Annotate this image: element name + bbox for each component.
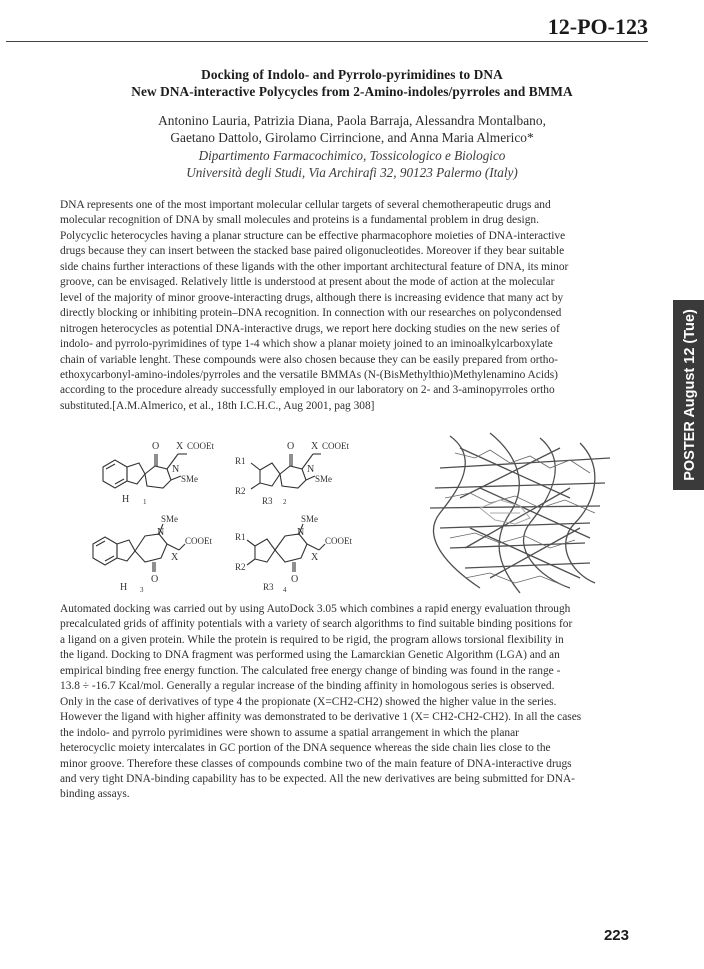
s4-n: N [297,527,305,538]
text-line: drugs because they can insert between the stacked base paired oligonucleotides. Moreover if they bear suitable [60,245,565,258]
abstract-paragraph-2 [60,602,621,803]
text-line: 13.8 ÷ -16.7 Kcal/mol. Generally a regular increase of the binding affinity in homologous series is observed. [60,680,555,693]
affiliation-line-2: Università degli Studi, Via Archirafi 32, 90123 Palermo (Italy) [186,165,518,180]
page-number: 223 [603,927,629,944]
text-line: minor groove. Therefore these classes of compounds combine two of the main feature of DNA-interactive drugs [60,757,572,770]
abstract-paragraph-1 [60,198,621,414]
s3-x: X [171,552,179,563]
s3-h: H [120,582,128,593]
s3-number: 3 [140,586,144,594]
text-line: Polycyclic heterocycles having a planar structure can be effective pharmacophore moieties of DNA-interactive [60,229,566,242]
text-line: precalculated grids of affinity potentials with a variety of search algorithms to find suitable binding positions for [60,618,573,631]
text-line: heterocyclic moiety intercalates in GC portion of the DNA sequence whereas the side chain lies close to the [60,742,551,755]
s1-number: 1 [143,498,147,506]
s3-n: N [157,527,165,538]
s4-r2: R2 [235,562,246,572]
s4-sme: SMe [301,514,319,524]
text-line: ethoxycarbonyl-amino-indoles/pyrroles and the versatile BMMAs (N-(BisMethylthio)Methylenamino Acids) [60,368,558,381]
text-line: molecular recognition of DNA by small molecules and proteins is a fundamental problem in drug design. [60,214,539,227]
structure-4-drawing [247,524,325,572]
text-line: the ligand. Docking to DNA fragment was performed using the Lamarckian Genetic Algorithm (LGA) and an [60,649,560,662]
poster-date-tab [673,300,704,490]
text-line: nitrogen heterocycles as potential DNA-interactive drugs, we report here docking studies on the new series of [60,322,560,335]
text-line: However the ligand with higher affinity was demonstrated to be derivative 1 (X= CH2-CH2-CH2). In all the cases [60,711,582,724]
s1-ester: COOEt [187,441,214,451]
s3-oxygen: O [151,574,159,585]
poster-code: 12-PO-123 [547,14,648,39]
title-line-1: Docking of Indolo- and Pyrrolo-pyrimidines to DNA [201,67,503,82]
s2-number: 2 [283,498,287,506]
text-line: and very tight DNA-binding capability has to be expected. All the new derivatives are being submitted for DNA- [60,772,575,785]
text-line: chain of variable lenght. These compounds were also chosen because they can be easily prepared from ortho- [60,353,558,366]
s1-n: N [172,464,180,475]
s2-r3: R3 [262,496,273,506]
s1-h: H [122,494,130,505]
s4-number: 4 [283,586,287,594]
s4-oxygen: O [291,574,299,585]
text-line: the indolo- and pyrrolo pyrimidines were shown to assume a spatial arrangement in which the planar [60,726,519,739]
authors-line-2: Gaetano Dattolo, Girolamo Cirrincione, and Anna Maria Almerico* [170,130,534,145]
text-line: level of the majority of minor groove-interacting drugs, although there is increasing evidence that many act by [60,291,564,304]
header-rule [6,41,648,42]
text-line: indolo- and pyrrolo-pyrimidines of type 1-4 which show a planar moiety joined to an iminoalkylcarboxylate [60,338,553,351]
s2-x: X [311,441,319,452]
structure-3-drawing [93,524,185,572]
s2-r1: R1 [235,456,246,466]
s2-r2: R2 [235,486,246,496]
text-line: side chains further interactions of these ligands with the other important architectural feature of DNA, its minor [60,260,569,273]
s4-x: X [311,552,319,563]
s3-sme: SMe [161,514,179,524]
s1-x: X [176,441,184,452]
s4-r3: R3 [263,582,274,592]
text-line: DNA represents one of the most important molecular cellular targets of several chemotherapeutic drugs and [60,199,551,211]
text-line: groove, can be envisaged. Relatively little is understood at present about the mode of action at the molecular [60,276,555,289]
s2-sme: SMe [315,474,333,484]
s2-n: N [307,464,315,475]
s1-oxygen: O [152,441,160,452]
text-line: Only in the case of derivatives of type 4 the propionate (X=CH2-CH2) showed the higher value in the series. [60,695,557,708]
dna-docking-model-image [420,428,632,598]
s2-ester: COOEt [322,441,349,451]
s2-oxygen: O [287,441,295,452]
chemical-structures [75,432,440,600]
text-line: binding assays. [60,788,130,801]
text-line: empirical binding free energy function. The calculated free energy change of binding was found in the range - [60,664,561,677]
text-line: Automated docking was carried out by using AutoDock 3.05 which combines a rapid energy evaluation through [60,603,571,615]
title-line-2: New DNA-interactive Polycycles from 2-Amino-indoles/pyrroles and BMMA [131,84,573,99]
affiliation-line-1: Dipartimento Farmacochimico, Tossicologico e Biologico [198,148,506,163]
text-line: a ligand on a given protein. While the protein is required to be rigid, the program allows torsional flexibility in [60,633,564,646]
s1-sme: SMe [181,474,199,484]
text-line: directly blocking or inhibiting protein–DNA recognition. In connection with our researches on polycondensed [60,307,562,320]
text-line: substituted.[A.M.Almerico, et al., 18th I.C.H.C., Aug 2001, pag 308] [60,399,375,412]
text-line: according to the procedure already successfully employed in our laboratory on 2- and 3-aminopyrroles ortho [60,384,555,397]
s3-ester: COOEt [185,536,212,546]
s4-ester: COOEt [325,536,352,546]
s4-r1: R1 [235,532,246,542]
authors-line-1: Antonino Lauria, Patrizia Diana, Paola Barraja, Alessandra Montalbano, [158,113,546,128]
poster-date-label: POSTER August 12 (Tue) [682,309,698,481]
